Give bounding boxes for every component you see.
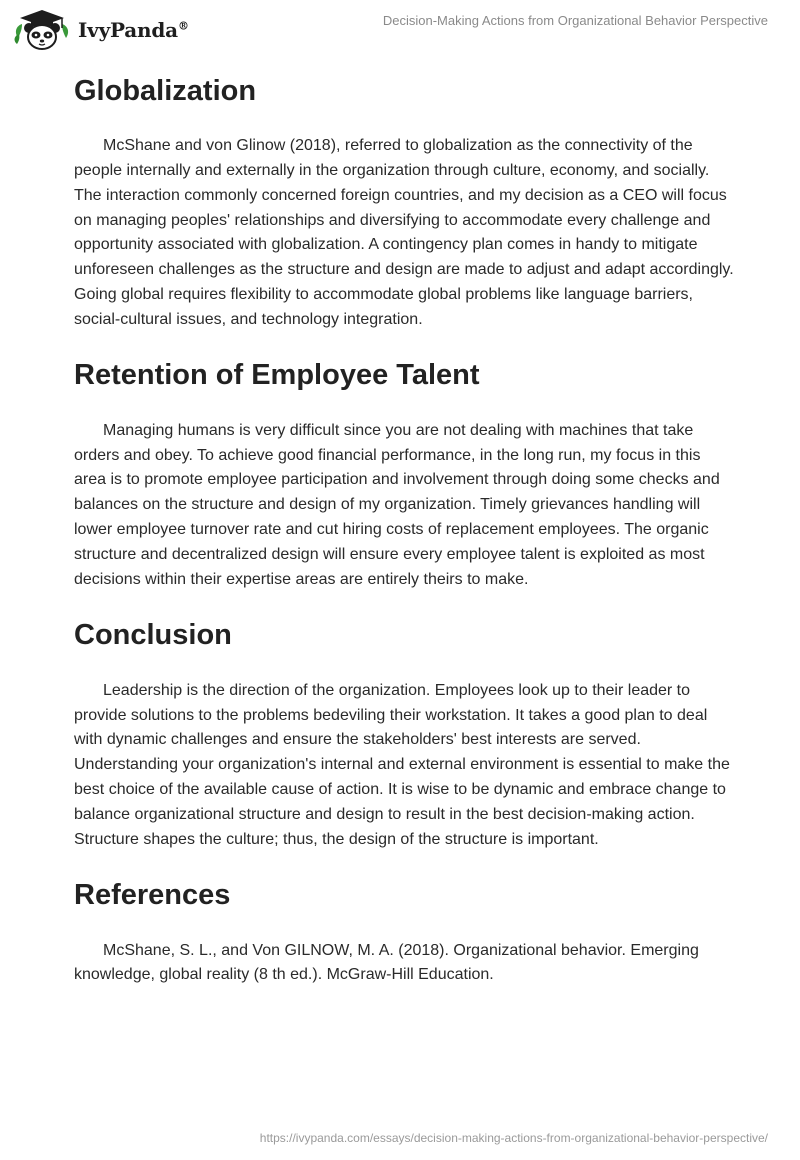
section-heading: References	[74, 878, 231, 911]
section-heading: Retention of Employee Talent	[74, 358, 480, 391]
section-conclusion	[74, 612, 734, 853]
panda-graduate-icon	[14, 8, 72, 52]
section-paragraph: Leadership is the direction of the organization. Employees look up to their leader to provide solutions to the problems bedeviling their workstation. It takes a good plan to deal with dynamic challenges and ensure the stakeholders' best interests are served. Understanding your organization's internal and external environment is essential to make the best choice of the available cause of action. It is wise to be dynamic and embrace change to balance organizational structure and design to result in the best decision-making action. Structure shapes the culture; thus, the design of the structure is important.	[74, 681, 730, 848]
ivypanda-logo[interactable]	[14, 8, 189, 52]
section-paragraph: McShane and von Glinow (2018), referred to globalization as the connectivity of the people internally and externally in the organization through culture, economy, and socially. The interaction commonly concerned foreign countries, and my decision as a CEO will focus on managing peoples' relationships and diversifying to accommodate every challenge and opportunity associated with globalization. A contingency plan comes in handy to mitigate unforeseen challenges as the structure and design are made to adjust and adapt accordingly. Going global requires flexibility to accommodate global problems like language barriers, social-cultural issues, and technology integration.	[74, 137, 734, 328]
registered-mark: ®	[177, 19, 189, 33]
brand-name: IvyPanda®	[78, 18, 189, 42]
section-retention	[74, 352, 734, 593]
reference-entry: McShane, S. L., and Von GILNOW, M. A. (2018). Organizational behavior. Emerging knowledge, global reality (8 th ed.). McGraw-Hill Education.	[74, 941, 699, 984]
section-references	[74, 872, 734, 989]
page-header	[0, 0, 800, 60]
source-url-link[interactable]: https://ivypanda.com/essays/decision-making-actions-from-organizational-behavior-perspective/	[259, 1131, 768, 1145]
section-paragraph: Managing humans is very difficult since you are not dealing with machines that take orders and obey. To achieve good financial performance, in the long run, my focus in this area is to promote employee participation and involvement through doing some checks and balances on the structure and design of my organization. Timely grievances handling will lower employee turnover rate and cut hiring costs of replacement employees. The organic structure and decentralized design will ensure every employee talent is exploited as most decisions within their expertise areas are entirely theirs to make.	[74, 421, 720, 588]
essay-content	[74, 68, 734, 988]
document-title: Decision-Making Actions from Organizational Behavior Perspective	[382, 13, 768, 28]
section-heading: Conclusion	[74, 618, 232, 651]
section-heading: Globalization	[74, 75, 257, 107]
section-globalization	[74, 68, 734, 333]
